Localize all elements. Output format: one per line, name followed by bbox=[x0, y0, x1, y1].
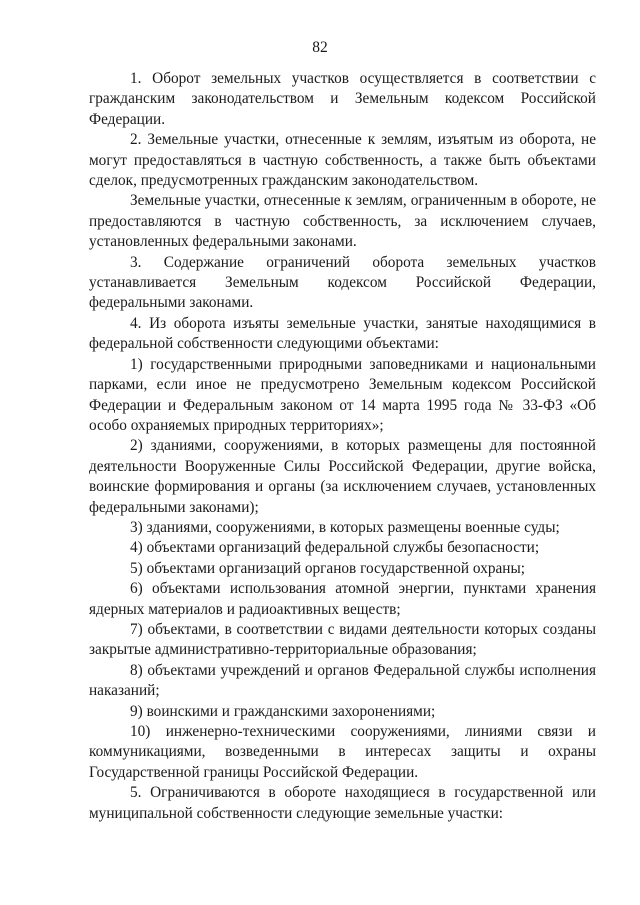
paragraph-2: 2. Земельные участки, отнесенные к землям, изъятым из оборота, не могут предоставляться в частную собственность, а также быть объектами сделок, предусмотренных гражданским законодательством. bbox=[89, 131, 596, 190]
list-item-3: 3) зданиями, сооружениями, в которых размещены военные суды; bbox=[130, 518, 560, 536]
paragraph-5: 4. Из оборота изъяты земельные участки, занятые находящимися в федеральной собственности следующими объектами: bbox=[89, 314, 596, 353]
page-number: 82 bbox=[312, 39, 328, 56]
list-item-6: 6) объектами использования атомной энергии, пунктами хранения ядерных материалов и радиоактивных веществ; bbox=[89, 580, 596, 618]
list-item-8: 8) объектами учреждений и органов Федеральной службы исполнения наказаний; bbox=[89, 661, 596, 700]
list-item-7: 7) объектами, в соответствии с видами деятельности которых созданы закрытые административно-территориальные образования; bbox=[89, 620, 596, 659]
list-item-9: 9) воинскими и гражданскими захоронениями; bbox=[130, 702, 436, 720]
paragraph-3: Земельные участки, отнесенные к землям, ограниченным в обороте, не предоставляются в частную собственность, за исключением случаев, установленных федеральными законами. bbox=[89, 192, 596, 251]
paragraph-4: 3. Содержание ограничений оборота земельных участков устанавливается Земельным кодексом Российской Федерации, федеральными законами. bbox=[89, 253, 596, 312]
list-item-5: 5) объектами организаций органов государственной охраны; bbox=[130, 559, 525, 577]
paragraph-1: 1. Оборот земельных участков осуществляется в соответствии с гражданским законодательством и Земельным кодексом Российской Федерации. bbox=[89, 70, 596, 128]
list-item-2: 2) зданиями, сооружениями, в которых размещены для постоянной деятельности Вооруженные Силы Российской Федерации, другие войска, воинские формирования и органы (за исключением случаев, установленных федеральными законами); bbox=[89, 437, 596, 516]
list-item-1: 1) государственными природными заповедниками и национальными парками, если иное не предусмотрено Земельным кодексом Российской Федерации и Федеральным законом от 14 марта 1995 года № 33-ФЗ «Об особо охраняемых природных территориях»; bbox=[89, 355, 596, 434]
paragraph-6: 5. Ограничиваются в обороте находящиеся в государственной или муниципальной собственности следующие земельные участки: bbox=[89, 784, 596, 822]
list-item-10: 10) инженерно-техническими сооружениями, линиями связи и коммуникациями, возведенными в интересах защиты и охраны Государственной границы Российской Федерации. bbox=[89, 723, 596, 781]
list-item-4: 4) объектами организаций федеральной службы безопасности; bbox=[130, 539, 540, 557]
document-body bbox=[89, 69, 596, 824]
